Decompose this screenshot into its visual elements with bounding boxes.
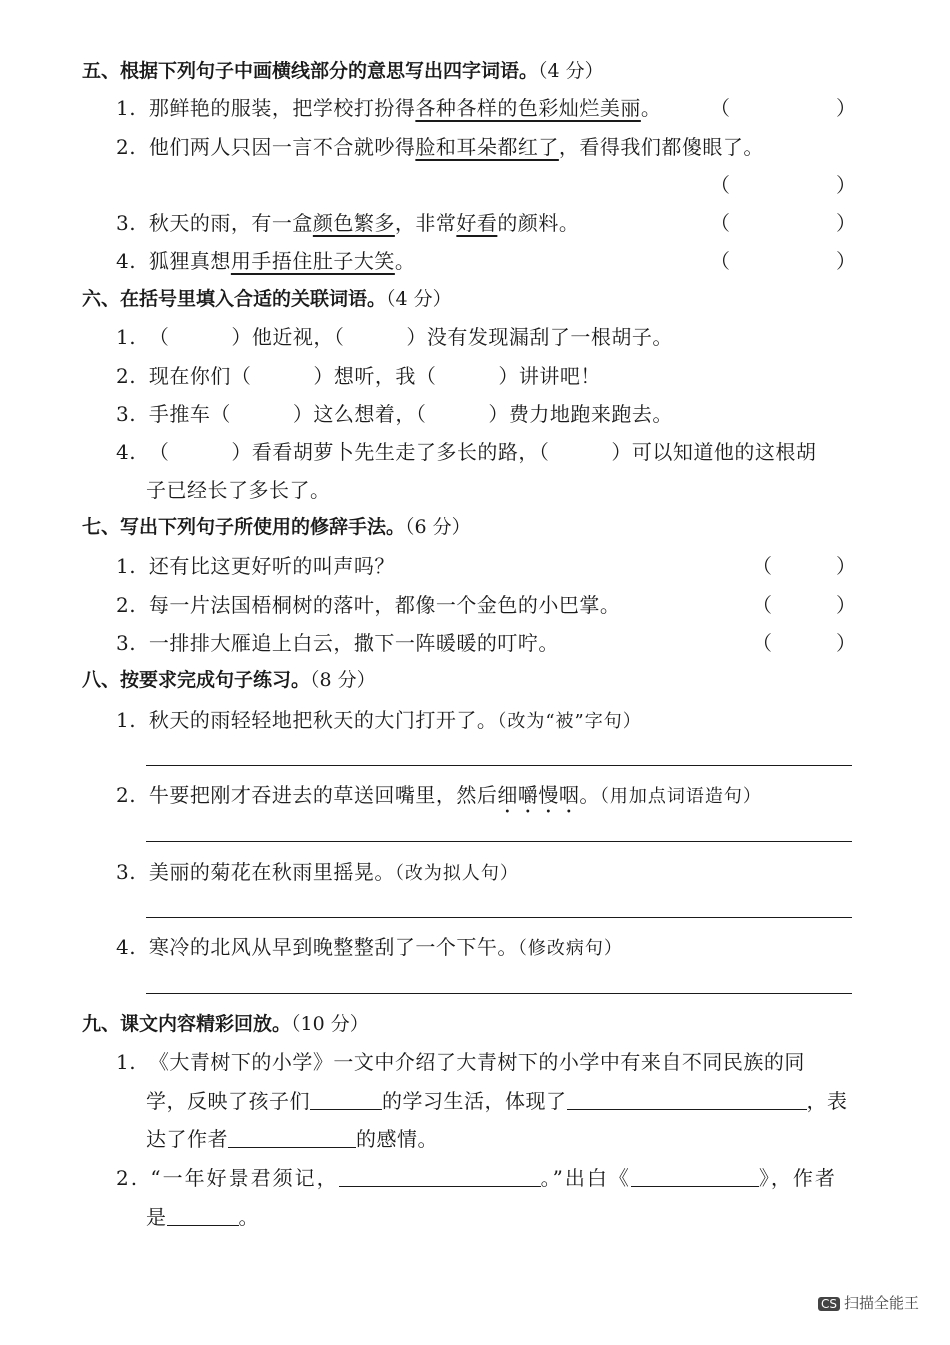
s8-answer-line-4[interactable] bbox=[146, 993, 852, 994]
s9-q2-blank-1[interactable] bbox=[339, 1168, 541, 1187]
scanner-watermark: CS 扫描全能王 bbox=[818, 1292, 919, 1313]
s9-q1-blank-3[interactable] bbox=[228, 1129, 356, 1148]
s7-item-3: 3. 一排排大雁追上白云，撒下一阵暖暖的叮咛。 bbox=[116, 631, 559, 655]
scanner-logo-icon: CS bbox=[818, 1297, 840, 1311]
s8-answer-line-2[interactable] bbox=[146, 841, 852, 842]
s9-q2-line-1: 2. “一年好景君须记， 。”出白《 》，作者 bbox=[116, 1166, 837, 1190]
s9-q1-line-2: 学，反映了孩子们 的学习生活，体现了 ，表 bbox=[146, 1089, 848, 1113]
s6-item-4-cont: 子已经长了多长了。 bbox=[146, 478, 331, 502]
s8-item-1: 1. 秋天的雨轻轻地把秋天的大门打开了。（改为“被”字句） bbox=[116, 708, 642, 732]
section-9-heading: 九、课文内容精彩回放。（10 分） bbox=[82, 1013, 369, 1035]
s9-q2-line-2: 是 。 bbox=[146, 1205, 259, 1229]
s5-item-3: 3. 秋天的雨，有一盒颜色繁多，非常好看的颜料。 bbox=[116, 211, 580, 235]
s8-item-2: 2. 牛要把刚才吞进去的草送回嘴里，然后细嚼慢咽。（用加点词语造句） bbox=[116, 783, 762, 807]
s5-item-4: 4. 狐狸真想用手捂住肚子大笑。 bbox=[116, 249, 416, 273]
s9-q1-blank-1[interactable] bbox=[310, 1091, 382, 1110]
section-6-heading: 六、在括号里填入合适的关联词语。（4 分） bbox=[82, 288, 452, 310]
s5-answer-4[interactable]: （ ） bbox=[710, 249, 856, 273]
s6-item-3: 3. 手推车（ ）这么想着，（ ）费力地跑来跑去。 bbox=[116, 402, 673, 426]
s9-q1-line-3: 达了作者 的感情。 bbox=[146, 1127, 438, 1151]
s9-q2-blank-3[interactable] bbox=[167, 1207, 239, 1226]
s9-q1-line-1: 1. 《大青树下的小学》一文中介绍了大青树下的小学中有来自不同民族的同 bbox=[116, 1050, 805, 1074]
s7-item-2: 2. 每一片法国梧桐树的落叶，都像一个金色的小巴掌。 bbox=[116, 593, 621, 617]
s5-answer-1[interactable]: （ ） bbox=[710, 96, 856, 120]
s9-q1-blank-2[interactable] bbox=[567, 1091, 807, 1110]
s5-item-2: 2. 他们两人只因一言不合就吵得脸和耳朵都红了，看得我们都傻眼了。 bbox=[116, 135, 764, 159]
s6-item-1: 1. （ ）他近视，（ ）没有发现漏刮了一根胡子。 bbox=[116, 325, 673, 349]
s8-item-3: 3. 美丽的菊花在秋雨里摇晃。（改为拟人句） bbox=[116, 860, 519, 884]
s5-answer-3[interactable]: （ ） bbox=[710, 211, 856, 235]
section-5-heading: 五、根据下列句子中画横线部分的意思写出四字词语。（4 分） bbox=[82, 60, 604, 82]
s5-item-1: 1. 那鲜艳的服装，把学校打扮得各种各样的色彩灿烂美丽。 bbox=[116, 96, 662, 120]
s8-answer-line-1[interactable] bbox=[146, 765, 852, 766]
s8-answer-line-3[interactable] bbox=[146, 917, 852, 918]
s7-item-1: 1. 还有比这更好听的叫声吗？ bbox=[116, 554, 395, 578]
s7-answer-3[interactable]: （ ） bbox=[752, 631, 856, 655]
s6-item-2: 2. 现在你们（ ）想听，我（ ）讲讲吧！ bbox=[116, 364, 601, 388]
s9-q2-blank-2[interactable] bbox=[631, 1168, 759, 1187]
section-7-heading: 七、写出下列句子所使用的修辞手法。（6 分） bbox=[82, 516, 471, 538]
s8-item-4: 4. 寒冷的北风从早到晚整整刮了一个下午。（修改病句） bbox=[116, 935, 623, 959]
section-8-heading: 八、按要求完成句子练习。（8 分） bbox=[82, 669, 376, 691]
s7-answer-1[interactable]: （ ） bbox=[752, 554, 856, 578]
s6-item-4: 4. （ ）看看胡萝卜先生走了多长的路，（ ）可以知道他的这根胡 bbox=[116, 440, 817, 464]
s5-answer-2[interactable]: （ ） bbox=[710, 173, 856, 197]
s7-answer-2[interactable]: （ ） bbox=[752, 593, 856, 617]
